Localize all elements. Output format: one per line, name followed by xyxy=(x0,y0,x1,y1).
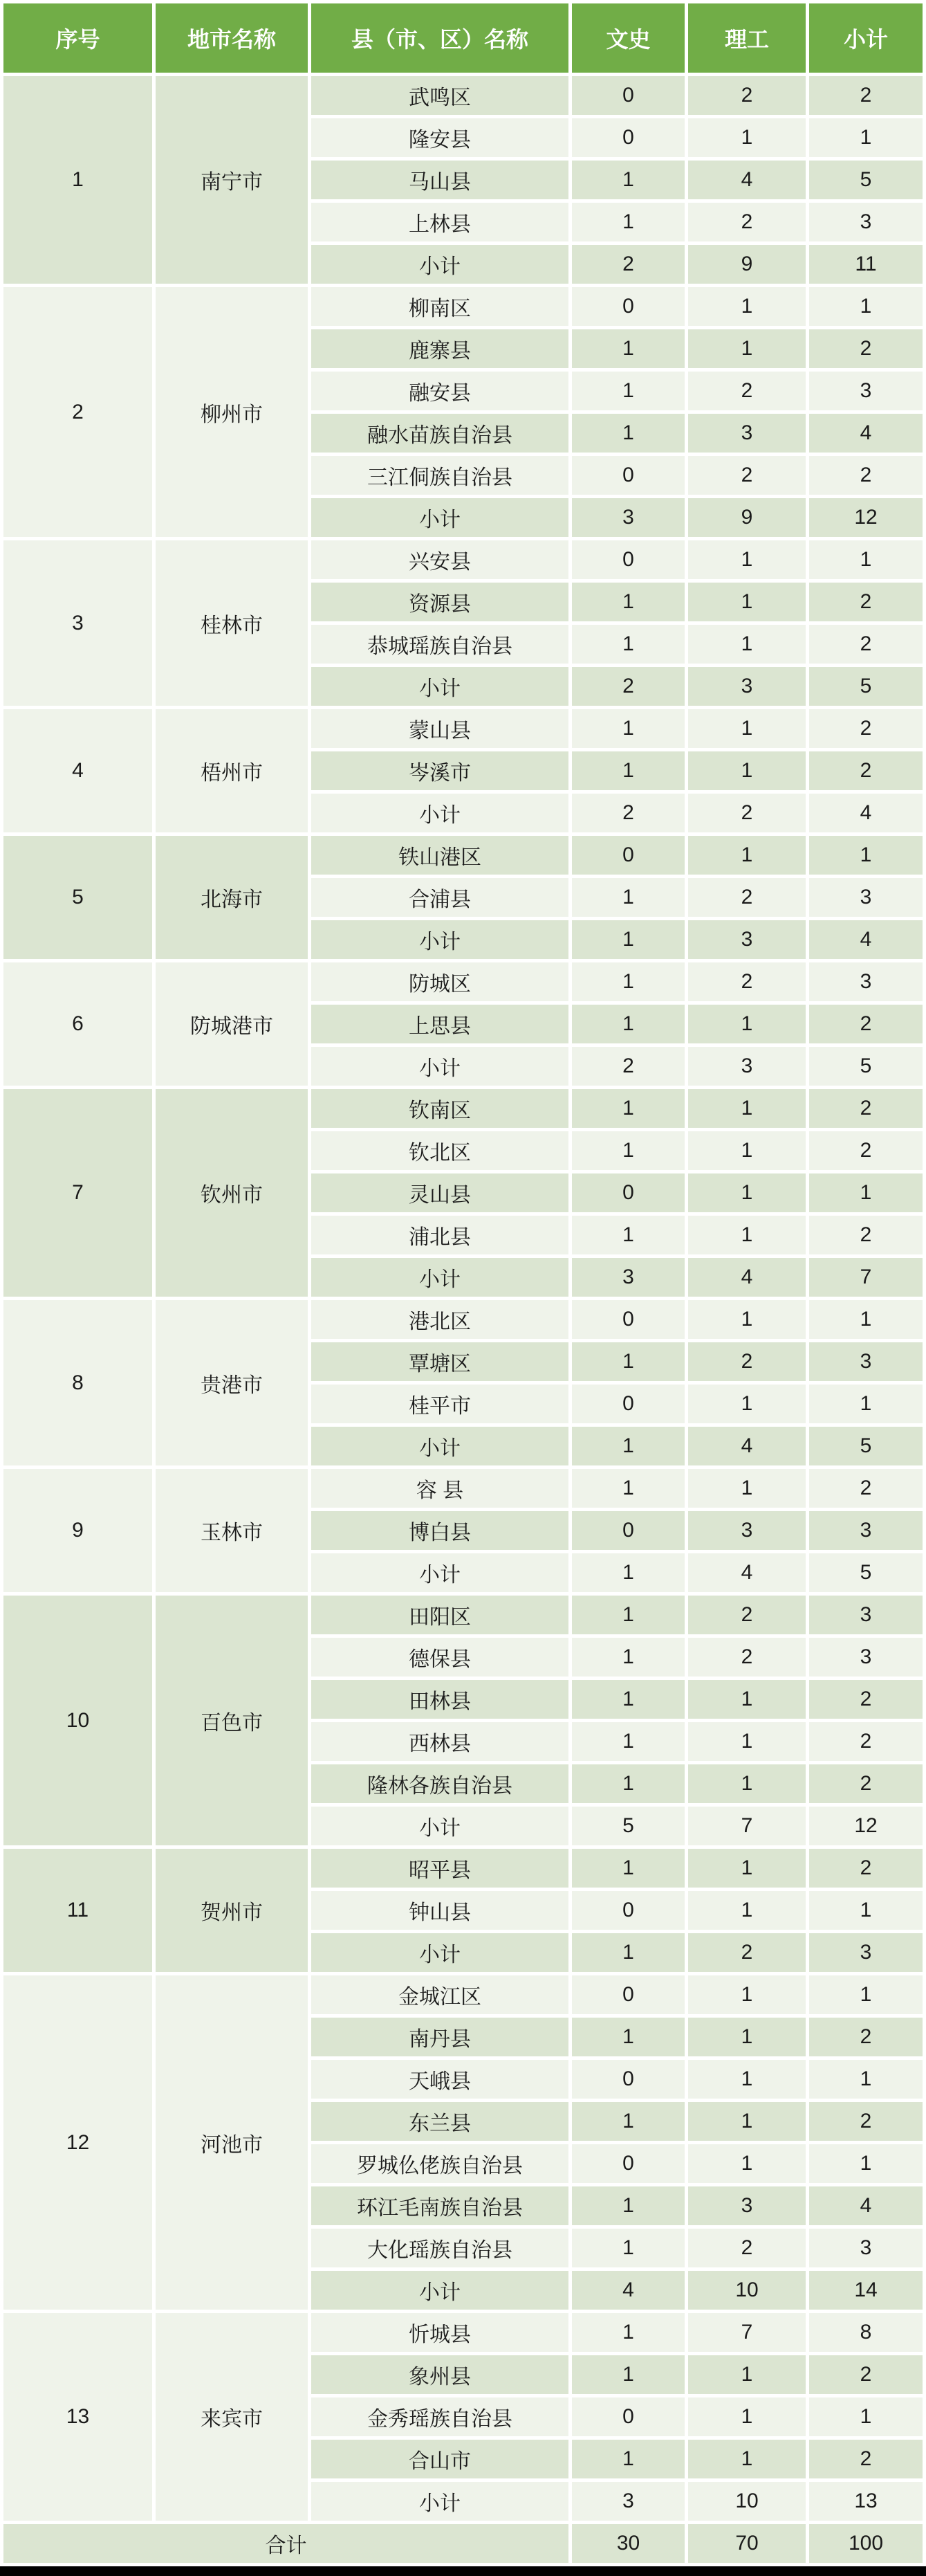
subtotal-label-cell: 小计 xyxy=(311,1553,568,1592)
subtotal-label-cell: 小计 xyxy=(311,920,568,959)
wenshi-cell: 1 xyxy=(572,1596,685,1634)
ligong-cell: 9 xyxy=(688,498,806,537)
seq-cell: 11 xyxy=(3,1849,152,1972)
city-cell: 钦州市 xyxy=(156,1089,308,1297)
xiaoji-cell: 12 xyxy=(809,498,923,537)
county-cell: 金城江区 xyxy=(311,1975,568,2014)
county-row xyxy=(3,1596,923,1634)
column-header-seq: 序号 xyxy=(3,3,152,73)
ligong-cell: 10 xyxy=(688,2271,806,2310)
city-cell: 防城港市 xyxy=(156,962,308,1086)
wenshi-cell: 1 xyxy=(572,1342,685,1381)
subtotal-label-cell: 小计 xyxy=(311,794,568,832)
county-cell: 西林县 xyxy=(311,1722,568,1761)
county-cell: 金秀瑶族自治县 xyxy=(311,2397,568,2436)
xiaoji-cell: 2 xyxy=(809,2440,923,2478)
ligong-cell: 2 xyxy=(688,76,806,115)
xiaoji-cell: 5 xyxy=(809,1047,923,1086)
wenshi-cell: 0 xyxy=(572,76,685,115)
wenshi-cell: 1 xyxy=(572,1849,685,1888)
xiaoji-cell: 3 xyxy=(809,878,923,917)
county-cell: 恭城瑶族自治县 xyxy=(311,625,568,664)
ligong-cell: 2 xyxy=(688,456,806,495)
xiaoji-cell: 3 xyxy=(809,1933,923,1972)
ligong-cell: 2 xyxy=(688,794,806,832)
subtotal-label-cell: 小计 xyxy=(311,1047,568,1086)
city-cell: 河池市 xyxy=(156,1975,308,2310)
county-cell: 合山市 xyxy=(311,2440,568,2478)
wenshi-cell: 1 xyxy=(572,372,685,410)
xiaoji-cell: 1 xyxy=(809,1300,923,1339)
xiaoji-cell: 1 xyxy=(809,1173,923,1212)
wenshi-cell: 1 xyxy=(572,1005,685,1043)
county-cell: 覃塘区 xyxy=(311,1342,568,1381)
seq-cell: 12 xyxy=(3,1975,152,2310)
city-cell: 玉林市 xyxy=(156,1469,308,1592)
xiaoji-cell: 3 xyxy=(809,962,923,1001)
seq-cell: 2 xyxy=(3,287,152,537)
ligong-cell: 1 xyxy=(688,2018,806,2056)
ligong-cell: 1 xyxy=(688,2144,806,2183)
city-cell: 百色市 xyxy=(156,1596,308,1845)
subtotal-label-cell: 小计 xyxy=(311,2271,568,2310)
subtotal-label-cell: 小计 xyxy=(311,1258,568,1297)
ligong-cell: 2 xyxy=(688,1638,806,1677)
subtotal-label-cell: 小计 xyxy=(311,498,568,537)
xiaoji-cell: 12 xyxy=(809,1807,923,1845)
ligong-cell: 1 xyxy=(688,1173,806,1212)
xiaoji-cell: 7 xyxy=(809,1258,923,1297)
xiaoji-cell: 1 xyxy=(809,1385,923,1423)
county-row xyxy=(3,76,923,115)
county-cell: 钟山县 xyxy=(311,1891,568,1930)
xiaoji-cell: 2 xyxy=(809,1089,923,1128)
ligong-cell: 1 xyxy=(688,1891,806,1930)
ligong-cell: 1 xyxy=(688,287,806,326)
seq-cell: 6 xyxy=(3,962,152,1086)
wenshi-cell: 1 xyxy=(572,329,685,368)
wenshi-cell: 1 xyxy=(572,2102,685,2141)
xiaoji-cell: 2 xyxy=(809,709,923,748)
ligong-cell: 1 xyxy=(688,1089,806,1128)
county-cell: 钦北区 xyxy=(311,1131,568,1170)
county-row xyxy=(3,1849,923,1888)
county-row xyxy=(3,2313,923,2352)
city-cell: 贺州市 xyxy=(156,1849,308,1972)
ligong-cell: 1 xyxy=(688,1680,806,1719)
ligong-cell: 1 xyxy=(688,709,806,748)
xiaoji-cell: 1 xyxy=(809,2397,923,2436)
wenshi-cell: 1 xyxy=(572,2440,685,2478)
ligong-cell: 1 xyxy=(688,751,806,790)
wenshi-cell: 30 xyxy=(572,2524,685,2563)
wenshi-cell: 0 xyxy=(572,2060,685,2099)
wenshi-cell: 1 xyxy=(572,2018,685,2056)
xiaoji-cell: 5 xyxy=(809,1427,923,1465)
xiaoji-cell: 5 xyxy=(809,1553,923,1592)
county-cell: 博白县 xyxy=(311,1511,568,1550)
ligong-cell: 3 xyxy=(688,920,806,959)
wenshi-cell: 1 xyxy=(572,1638,685,1677)
wenshi-cell: 0 xyxy=(572,2397,685,2436)
xiaoji-cell: 2 xyxy=(809,1722,923,1761)
xiaoji-cell: 1 xyxy=(809,1891,923,1930)
county-cell: 柳南区 xyxy=(311,287,568,326)
county-cell: 环江毛南族自治县 xyxy=(311,2186,568,2225)
wenshi-cell: 0 xyxy=(572,1975,685,2014)
county-cell: 兴安县 xyxy=(311,540,568,579)
ligong-cell: 2 xyxy=(688,878,806,917)
column-header-county: 县（市、区）名称 xyxy=(311,3,568,73)
ligong-cell: 1 xyxy=(688,1722,806,1761)
xiaoji-cell: 14 xyxy=(809,2271,923,2310)
county-row xyxy=(3,287,923,326)
county-cell: 上林县 xyxy=(311,203,568,241)
county-cell: 资源县 xyxy=(311,583,568,621)
ligong-cell: 7 xyxy=(688,2313,806,2352)
ligong-cell: 1 xyxy=(688,1469,806,1508)
xiaoji-cell: 2 xyxy=(809,625,923,664)
county-cell: 马山县 xyxy=(311,161,568,199)
wenshi-cell: 1 xyxy=(572,709,685,748)
wenshi-cell: 0 xyxy=(572,836,685,875)
xiaoji-cell: 2 xyxy=(809,2018,923,2056)
county-cell: 天峨县 xyxy=(311,2060,568,2099)
city-cell: 梧州市 xyxy=(156,709,308,832)
xiaoji-cell: 4 xyxy=(809,920,923,959)
ligong-cell: 1 xyxy=(688,625,806,664)
county-cell: 大化瑶族自治县 xyxy=(311,2229,568,2267)
wenshi-cell: 1 xyxy=(572,962,685,1001)
wenshi-cell: 0 xyxy=(572,540,685,579)
subtotal-label-cell: 小计 xyxy=(311,1807,568,1845)
county-row xyxy=(3,1089,923,1128)
wenshi-cell: 1 xyxy=(572,1933,685,1972)
total-row xyxy=(3,2524,923,2563)
county-cell: 武鸣区 xyxy=(311,76,568,115)
wenshi-cell: 2 xyxy=(572,794,685,832)
wenshi-cell: 1 xyxy=(572,920,685,959)
county-row xyxy=(3,836,923,875)
column-header-city: 地市名称 xyxy=(156,3,308,73)
ligong-cell: 3 xyxy=(688,414,806,453)
wenshi-cell: 3 xyxy=(572,498,685,537)
subtotal-label-cell: 小计 xyxy=(311,1933,568,1972)
wenshi-cell: 1 xyxy=(572,1216,685,1254)
xiaoji-cell: 1 xyxy=(809,836,923,875)
wenshi-cell: 1 xyxy=(572,878,685,917)
xiaoji-cell: 1 xyxy=(809,118,923,157)
county-cell: 东兰县 xyxy=(311,2102,568,2141)
ligong-cell: 2 xyxy=(688,372,806,410)
xiaoji-cell: 2 xyxy=(809,1680,923,1719)
ligong-cell: 1 xyxy=(688,1005,806,1043)
xiaoji-cell: 13 xyxy=(809,2482,923,2521)
county-cell: 德保县 xyxy=(311,1638,568,1677)
wenshi-cell: 1 xyxy=(572,1680,685,1719)
ligong-cell: 70 xyxy=(688,2524,806,2563)
table-header xyxy=(3,3,923,73)
ligong-cell: 4 xyxy=(688,1427,806,1465)
county-cell: 融安县 xyxy=(311,372,568,410)
wenshi-cell: 0 xyxy=(572,1511,685,1550)
ligong-cell: 1 xyxy=(688,1385,806,1423)
xiaoji-cell: 100 xyxy=(809,2524,923,2563)
ligong-cell: 3 xyxy=(688,2186,806,2225)
county-row xyxy=(3,1469,923,1508)
ligong-cell: 2 xyxy=(688,962,806,1001)
xiaoji-cell: 3 xyxy=(809,1596,923,1634)
column-header-ligong: 理工 xyxy=(688,3,806,73)
xiaoji-cell: 2 xyxy=(809,751,923,790)
ligong-cell: 1 xyxy=(688,1300,806,1339)
xiaoji-cell: 3 xyxy=(809,1638,923,1677)
county-cell: 忻城县 xyxy=(311,2313,568,2352)
xiaoji-cell: 3 xyxy=(809,372,923,410)
seq-cell: 4 xyxy=(3,709,152,832)
total-label-cell: 合计 xyxy=(3,2524,568,2563)
xiaoji-cell: 2 xyxy=(809,583,923,621)
wenshi-cell: 1 xyxy=(572,2229,685,2267)
county-cell: 融水苗族自治县 xyxy=(311,414,568,453)
xiaoji-cell: 2 xyxy=(809,329,923,368)
ligong-cell: 9 xyxy=(688,245,806,284)
ligong-cell: 1 xyxy=(688,2102,806,2141)
wenshi-cell: 1 xyxy=(572,2355,685,2394)
wenshi-cell: 1 xyxy=(572,625,685,664)
subtotal-label-cell: 小计 xyxy=(311,245,568,284)
header-row xyxy=(3,3,923,73)
wenshi-cell: 1 xyxy=(572,1131,685,1170)
wenshi-cell: 1 xyxy=(572,2313,685,2352)
ligong-cell: 2 xyxy=(688,1596,806,1634)
county-cell: 象州县 xyxy=(311,2355,568,2394)
wenshi-cell: 0 xyxy=(572,1385,685,1423)
ligong-cell: 1 xyxy=(688,1131,806,1170)
city-cell: 贵港市 xyxy=(156,1300,308,1465)
seq-cell: 7 xyxy=(3,1089,152,1297)
county-cell: 田林县 xyxy=(311,1680,568,1719)
seq-cell: 10 xyxy=(3,1596,152,1845)
ligong-cell: 2 xyxy=(688,203,806,241)
xiaoji-cell: 2 xyxy=(809,1005,923,1043)
xiaoji-cell: 2 xyxy=(809,76,923,115)
xiaoji-cell: 2 xyxy=(809,1469,923,1508)
xiaoji-cell: 11 xyxy=(809,245,923,284)
xiaoji-cell: 3 xyxy=(809,1511,923,1550)
ligong-cell: 1 xyxy=(688,836,806,875)
county-cell: 上思县 xyxy=(311,1005,568,1043)
seq-cell: 13 xyxy=(3,2313,152,2521)
wenshi-cell: 3 xyxy=(572,1258,685,1297)
wenshi-cell: 5 xyxy=(572,1807,685,1845)
seq-cell: 8 xyxy=(3,1300,152,1465)
ligong-cell: 1 xyxy=(688,2060,806,2099)
ligong-cell: 2 xyxy=(688,1342,806,1381)
county-cell: 鹿寨县 xyxy=(311,329,568,368)
wenshi-cell: 2 xyxy=(572,1047,685,1086)
county-cell: 田阳区 xyxy=(311,1596,568,1634)
county-row xyxy=(3,1975,923,2014)
wenshi-cell: 2 xyxy=(572,667,685,706)
ligong-cell: 1 xyxy=(688,540,806,579)
county-cell: 容 县 xyxy=(311,1469,568,1508)
xiaoji-cell: 1 xyxy=(809,540,923,579)
ligong-cell: 4 xyxy=(688,1258,806,1297)
wenshi-cell: 1 xyxy=(572,1764,685,1803)
xiaoji-cell: 2 xyxy=(809,1131,923,1170)
county-cell: 罗城仫佬族自治县 xyxy=(311,2144,568,2183)
wenshi-cell: 1 xyxy=(572,2186,685,2225)
county-cell: 防城区 xyxy=(311,962,568,1001)
xiaoji-cell: 4 xyxy=(809,794,923,832)
xiaoji-cell: 1 xyxy=(809,2060,923,2099)
city-cell: 南宁市 xyxy=(156,76,308,284)
county-cell: 铁山港区 xyxy=(311,836,568,875)
wenshi-cell: 1 xyxy=(572,1427,685,1465)
xiaoji-cell: 2 xyxy=(809,1849,923,1888)
ligong-cell: 2 xyxy=(688,2229,806,2267)
table-body xyxy=(3,76,923,2563)
county-cell: 岑溪市 xyxy=(311,751,568,790)
ligong-cell: 1 xyxy=(688,583,806,621)
county-row xyxy=(3,962,923,1001)
seq-cell: 9 xyxy=(3,1469,152,1592)
county-cell: 南丹县 xyxy=(311,2018,568,2056)
ligong-cell: 3 xyxy=(688,1047,806,1086)
xiaoji-cell: 5 xyxy=(809,667,923,706)
county-row xyxy=(3,1300,923,1339)
subtotal-label-cell: 小计 xyxy=(311,1427,568,1465)
xiaoji-cell: 4 xyxy=(809,2186,923,2225)
ligong-cell: 1 xyxy=(688,2440,806,2478)
wenshi-cell: 3 xyxy=(572,2482,685,2521)
ligong-cell: 1 xyxy=(688,1216,806,1254)
county-cell: 钦南区 xyxy=(311,1089,568,1128)
xiaoji-cell: 1 xyxy=(809,287,923,326)
wenshi-cell: 1 xyxy=(572,1469,685,1508)
seq-cell: 3 xyxy=(3,540,152,706)
county-cell: 隆安县 xyxy=(311,118,568,157)
ligong-cell: 4 xyxy=(688,161,806,199)
xiaoji-cell: 1 xyxy=(809,2144,923,2183)
ligong-cell: 1 xyxy=(688,329,806,368)
seq-cell: 5 xyxy=(3,836,152,959)
subtotal-label-cell: 小计 xyxy=(311,667,568,706)
seq-cell: 1 xyxy=(3,76,152,284)
county-cell: 浦北县 xyxy=(311,1216,568,1254)
wenshi-cell: 0 xyxy=(572,456,685,495)
ligong-cell: 1 xyxy=(688,2397,806,2436)
ligong-cell: 10 xyxy=(688,2482,806,2521)
ligong-cell: 1 xyxy=(688,1849,806,1888)
xiaoji-cell: 4 xyxy=(809,414,923,453)
wenshi-cell: 0 xyxy=(572,287,685,326)
county-row xyxy=(3,540,923,579)
county-row xyxy=(3,709,923,748)
wenshi-cell: 1 xyxy=(572,1722,685,1761)
xiaoji-cell: 3 xyxy=(809,2229,923,2267)
subtotal-label-cell: 小计 xyxy=(311,2482,568,2521)
county-cell: 三江侗族自治县 xyxy=(311,456,568,495)
ligong-cell: 4 xyxy=(688,1553,806,1592)
column-header-wenshi: 文史 xyxy=(572,3,685,73)
column-header-xiaoji: 小计 xyxy=(809,3,923,73)
xiaoji-cell: 8 xyxy=(809,2313,923,2352)
ligong-cell: 1 xyxy=(688,2355,806,2394)
xiaoji-cell: 2 xyxy=(809,1216,923,1254)
bottom-black-bar xyxy=(0,2566,926,2576)
wenshi-cell: 1 xyxy=(572,203,685,241)
ligong-cell: 3 xyxy=(688,1511,806,1550)
xiaoji-cell: 2 xyxy=(809,2102,923,2141)
county-cell: 隆林各族自治县 xyxy=(311,1764,568,1803)
city-cell: 北海市 xyxy=(156,836,308,959)
county-cell: 桂平市 xyxy=(311,1385,568,1423)
xiaoji-cell: 2 xyxy=(809,2355,923,2394)
wenshi-cell: 1 xyxy=(572,583,685,621)
city-cell: 来宾市 xyxy=(156,2313,308,2521)
xiaoji-cell: 5 xyxy=(809,161,923,199)
ligong-cell: 1 xyxy=(688,118,806,157)
ligong-cell: 2 xyxy=(688,1933,806,1972)
wenshi-cell: 1 xyxy=(572,414,685,453)
county-cell: 港北区 xyxy=(311,1300,568,1339)
ligong-cell: 7 xyxy=(688,1807,806,1845)
county-cell: 蒙山县 xyxy=(311,709,568,748)
wenshi-cell: 1 xyxy=(572,1553,685,1592)
county-cell: 灵山县 xyxy=(311,1173,568,1212)
wenshi-cell: 4 xyxy=(572,2271,685,2310)
wenshi-cell: 1 xyxy=(572,751,685,790)
wenshi-cell: 0 xyxy=(572,2144,685,2183)
wenshi-cell: 1 xyxy=(572,161,685,199)
xiaoji-cell: 3 xyxy=(809,203,923,241)
ligong-cell: 1 xyxy=(688,1764,806,1803)
wenshi-cell: 0 xyxy=(572,1300,685,1339)
wenshi-cell: 1 xyxy=(572,1089,685,1128)
county-cell: 合浦县 xyxy=(311,878,568,917)
city-cell: 柳州市 xyxy=(156,287,308,537)
wenshi-cell: 0 xyxy=(572,118,685,157)
xiaoji-cell: 2 xyxy=(809,1764,923,1803)
ligong-cell: 1 xyxy=(688,1975,806,2014)
county-cell: 昭平县 xyxy=(311,1849,568,1888)
wenshi-cell: 0 xyxy=(572,1891,685,1930)
xiaoji-cell: 2 xyxy=(809,456,923,495)
ligong-cell: 3 xyxy=(688,667,806,706)
xiaoji-cell: 1 xyxy=(809,1975,923,2014)
wenshi-cell: 0 xyxy=(572,1173,685,1212)
wenshi-cell: 2 xyxy=(572,245,685,284)
city-cell: 桂林市 xyxy=(156,540,308,706)
xiaoji-cell: 3 xyxy=(809,1342,923,1381)
